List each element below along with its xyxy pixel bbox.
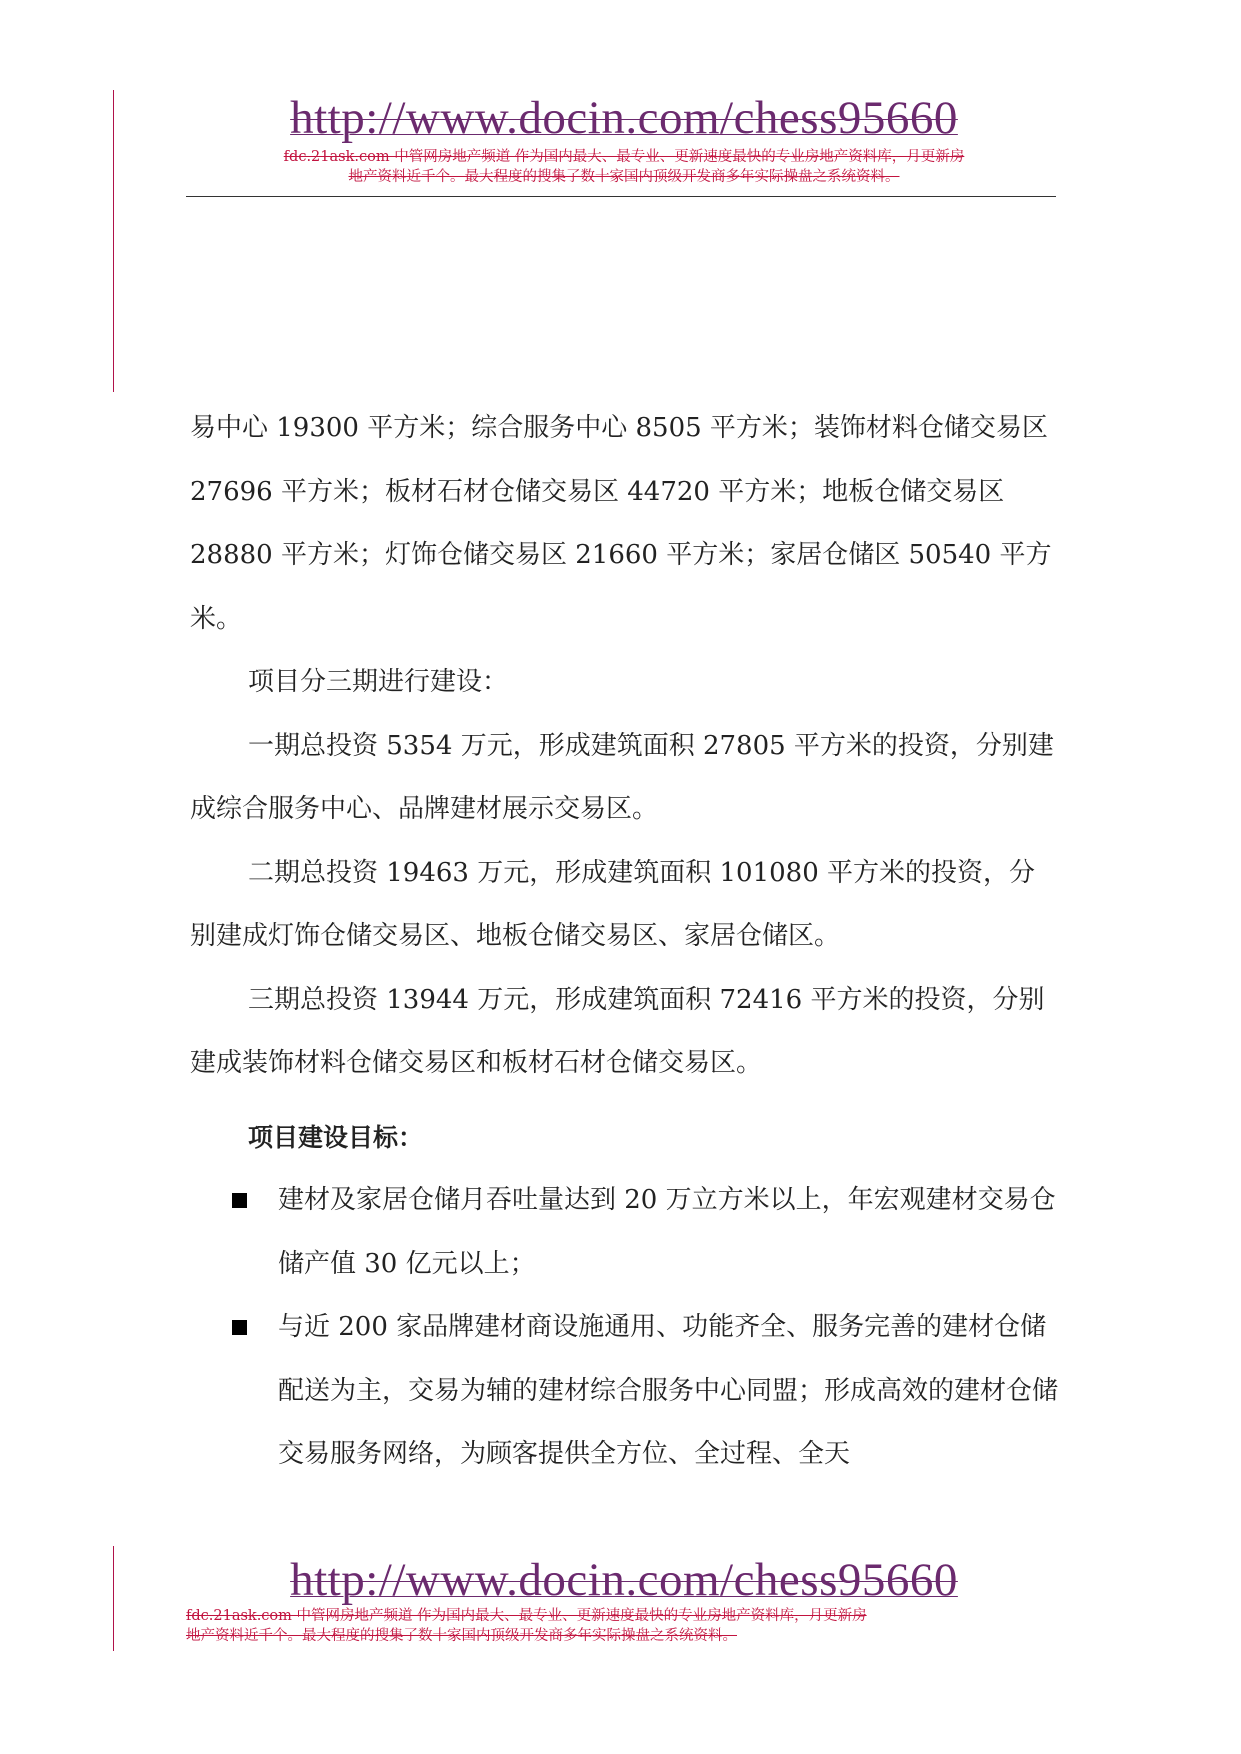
footer-banner-line-2: 地产资料近千个。最大程度的搜集了数十家国内顶级开发商多年实际操盘之系统资料。 [186, 1628, 737, 1644]
top-margin-rule [113, 90, 114, 392]
paragraph-phase-2: 二期总投资 19463 万元，形成建筑面积 101080 平方米的投资，分别建成灯饰仓储交易区、地板仓储交易区、家居仓储区。 [190, 857, 1036, 951]
paragraph-phase-1: 一期总投资 5354 万元，形成建筑面积 27805 平方米的投资，分别建成综合服务中心、品牌建材展示交易区。 [190, 730, 1054, 824]
square-bullet-icon [232, 1193, 247, 1208]
header-banner-line-1: fdc.21ask.com 中管网房地产频道 作为国内最大、最专业、更新速度最快的专业房地产资料库，月更新房 [283, 149, 965, 165]
page-header [186, 92, 1062, 187]
header-url-link[interactable]: http://www.docin.com/chess95660 [290, 92, 958, 144]
section-heading-goals: 项目建设目标： [248, 1122, 424, 1152]
header-rule [186, 196, 1056, 197]
header-banner-line-2: 地产资料近千个。最大程度的搜集了数十家国内顶级开发商多年实际操盘之系统资料。 [348, 169, 900, 185]
paragraph-phases-intro: 项目分三期进行建设： [248, 667, 509, 697]
document-body [190, 397, 1060, 1487]
paragraph-phase-3: 三期总投资 13944 万元，形成建筑面积 72416 平方米的投资，分别建成装饰材料仓储交易区和板材石材仓储交易区。 [190, 984, 1045, 1078]
goal-list-item [190, 1169, 1060, 1296]
goal-text: 建材及家居仓储月吞吐量达到 20 万立方米以上，年宏观建材交易仓储产值 30 亿元以上； [278, 1185, 1056, 1279]
bottom-margin-rule [113, 1546, 114, 1651]
footer-banner-line-1: fdc.21ask.com 中管网房地产频道 作为国内最大、最专业、更新速度最快的专业房地产资料库，月更新房 [186, 1608, 867, 1624]
paragraph-areas: 易中心 19300 平方米；综合服务中心 8505 平方米；装饰材料仓储交易区 27696 平方米；板材石材仓储交易区 44720 平方米；地板仓储交易区 28880 平方米；灯饰仓储交易区 21660 平方米；家居仓储区 50540 平方米。 [190, 413, 1052, 634]
page-footer [186, 1554, 1062, 1646]
goal-text: 与近 200 家品牌建材商设施通用、功能齐全、服务完善的建材仓储配送为主，交易为辅的建材综合服务中心同盟；形成高效的建材仓储交易服务网络，为顾客提供全方位、全过程、全天 [278, 1312, 1059, 1469]
footer-url-link[interactable]: http://www.docin.com/chess95660 [290, 1554, 958, 1606]
goal-list-item [190, 1296, 1060, 1487]
square-bullet-icon [232, 1320, 247, 1335]
